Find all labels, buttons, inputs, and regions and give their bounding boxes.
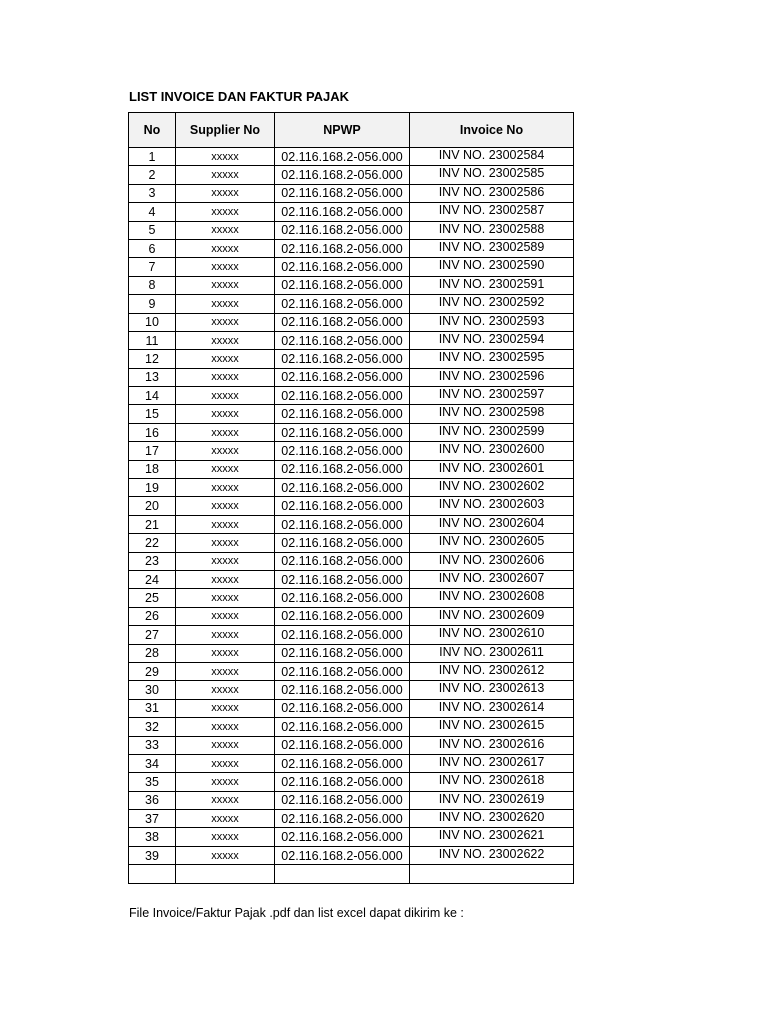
cell-npwp: 02.116.168.2-056.000	[275, 589, 410, 607]
table-row	[129, 479, 574, 497]
cell-no: 7	[129, 258, 176, 276]
cell-npwp: 02.116.168.2-056.000	[275, 350, 410, 368]
cell-invoice-no: INV NO. 23002621	[410, 828, 574, 846]
cell-invoice-no: INV NO. 23002588	[410, 221, 574, 239]
cell-no: 9	[129, 295, 176, 313]
cell-supplier-no: xxxxx	[176, 570, 275, 588]
cell-supplier-no: xxxxx	[176, 442, 275, 460]
cell-invoice-no: INV NO. 23002618	[410, 773, 574, 791]
cell-no: 8	[129, 276, 176, 294]
cell-no: 28	[129, 644, 176, 662]
table-row	[129, 736, 574, 754]
cell-npwp: 02.116.168.2-056.000	[275, 313, 410, 331]
cell-no: 33	[129, 736, 176, 754]
table-row	[129, 368, 574, 386]
cell-npwp: 02.116.168.2-056.000	[275, 736, 410, 754]
cell-npwp: 02.116.168.2-056.000	[275, 460, 410, 478]
empty-cell	[176, 865, 275, 883]
cell-no: 14	[129, 387, 176, 405]
cell-no: 30	[129, 681, 176, 699]
cell-supplier-no: xxxxx	[176, 791, 275, 809]
cell-supplier-no: xxxxx	[176, 699, 275, 717]
cell-invoice-no: INV NO. 23002589	[410, 239, 574, 257]
table-row	[129, 681, 574, 699]
cell-supplier-no: xxxxx	[176, 460, 275, 478]
cell-no: 35	[129, 773, 176, 791]
table-row	[129, 387, 574, 405]
table-row	[129, 718, 574, 736]
cell-supplier-no: xxxxx	[176, 754, 275, 772]
cell-npwp: 02.116.168.2-056.000	[275, 148, 410, 166]
table-row	[129, 497, 574, 515]
cell-no: 13	[129, 368, 176, 386]
cell-supplier-no: xxxxx	[176, 368, 275, 386]
cell-npwp: 02.116.168.2-056.000	[275, 258, 410, 276]
cell-npwp: 02.116.168.2-056.000	[275, 626, 410, 644]
cell-npwp: 02.116.168.2-056.000	[275, 479, 410, 497]
cell-invoice-no: INV NO. 23002606	[410, 552, 574, 570]
cell-invoice-no: INV NO. 23002603	[410, 497, 574, 515]
header-invoice-no: Invoice No	[410, 113, 574, 148]
cell-npwp: 02.116.168.2-056.000	[275, 423, 410, 441]
table-row	[129, 607, 574, 625]
table-header-row	[129, 113, 574, 148]
table-row	[129, 644, 574, 662]
cell-no: 19	[129, 479, 176, 497]
cell-no: 11	[129, 331, 176, 349]
cell-invoice-no: INV NO. 23002595	[410, 350, 574, 368]
cell-npwp: 02.116.168.2-056.000	[275, 534, 410, 552]
cell-npwp: 02.116.168.2-056.000	[275, 699, 410, 717]
table-row	[129, 221, 574, 239]
table-row	[129, 662, 574, 680]
table-row	[129, 810, 574, 828]
cell-no: 10	[129, 313, 176, 331]
cell-supplier-no: xxxxx	[176, 148, 275, 166]
cell-no: 3	[129, 184, 176, 202]
cell-no: 18	[129, 460, 176, 478]
table-row	[129, 350, 574, 368]
cell-invoice-no: INV NO. 23002613	[410, 681, 574, 699]
cell-supplier-no: xxxxx	[176, 552, 275, 570]
document-title: LIST INVOICE DAN FAKTUR PAJAK	[129, 89, 350, 104]
empty-cell	[275, 865, 410, 883]
cell-invoice-no: INV NO. 23002604	[410, 515, 574, 533]
table-row	[129, 589, 574, 607]
cell-invoice-no: INV NO. 23002593	[410, 313, 574, 331]
cell-invoice-no: INV NO. 23002591	[410, 276, 574, 294]
cell-supplier-no: xxxxx	[176, 662, 275, 680]
cell-no: 1	[129, 148, 176, 166]
cell-invoice-no: INV NO. 23002592	[410, 295, 574, 313]
cell-npwp: 02.116.168.2-056.000	[275, 221, 410, 239]
invoice-table	[128, 112, 574, 884]
cell-npwp: 02.116.168.2-056.000	[275, 570, 410, 588]
cell-supplier-no: xxxxx	[176, 644, 275, 662]
table-row	[129, 552, 574, 570]
empty-cell	[129, 865, 176, 883]
cell-invoice-no: INV NO. 23002584	[410, 148, 574, 166]
cell-no: 24	[129, 570, 176, 588]
cell-no: 4	[129, 203, 176, 221]
table-row	[129, 791, 574, 809]
table-row	[129, 846, 574, 864]
cell-invoice-no: INV NO. 23002607	[410, 570, 574, 588]
table-row	[129, 460, 574, 478]
cell-invoice-no: INV NO. 23002614	[410, 699, 574, 717]
cell-invoice-no: INV NO. 23002620	[410, 810, 574, 828]
header-no: No	[129, 113, 176, 148]
cell-supplier-no: xxxxx	[176, 681, 275, 699]
cell-npwp: 02.116.168.2-056.000	[275, 846, 410, 864]
cell-invoice-no: INV NO. 23002594	[410, 331, 574, 349]
empty-cell	[410, 865, 574, 883]
cell-no: 22	[129, 534, 176, 552]
cell-no: 36	[129, 791, 176, 809]
cell-no: 17	[129, 442, 176, 460]
cell-invoice-no: INV NO. 23002590	[410, 258, 574, 276]
cell-supplier-no: xxxxx	[176, 221, 275, 239]
cell-supplier-no: xxxxx	[176, 331, 275, 349]
cell-supplier-no: xxxxx	[176, 276, 275, 294]
cell-supplier-no: xxxxx	[176, 166, 275, 184]
cell-invoice-no: INV NO. 23002602	[410, 479, 574, 497]
table-row	[129, 442, 574, 460]
cell-no: 12	[129, 350, 176, 368]
cell-npwp: 02.116.168.2-056.000	[275, 828, 410, 846]
cell-no: 31	[129, 699, 176, 717]
cell-supplier-no: xxxxx	[176, 810, 275, 828]
table-row	[129, 203, 574, 221]
table-row	[129, 773, 574, 791]
cell-invoice-no: INV NO. 23002616	[410, 736, 574, 754]
cell-supplier-no: xxxxx	[176, 846, 275, 864]
cell-invoice-no: INV NO. 23002597	[410, 387, 574, 405]
table-row	[129, 828, 574, 846]
table-row	[129, 570, 574, 588]
cell-supplier-no: xxxxx	[176, 350, 275, 368]
cell-npwp: 02.116.168.2-056.000	[275, 276, 410, 294]
table-body	[129, 148, 574, 884]
cell-no: 39	[129, 846, 176, 864]
cell-npwp: 02.116.168.2-056.000	[275, 387, 410, 405]
table-row	[129, 699, 574, 717]
cell-npwp: 02.116.168.2-056.000	[275, 497, 410, 515]
cell-invoice-no: INV NO. 23002600	[410, 442, 574, 460]
cell-supplier-no: xxxxx	[176, 313, 275, 331]
cell-npwp: 02.116.168.2-056.000	[275, 295, 410, 313]
cell-npwp: 02.116.168.2-056.000	[275, 681, 410, 699]
cell-npwp: 02.116.168.2-056.000	[275, 166, 410, 184]
cell-invoice-no: INV NO. 23002586	[410, 184, 574, 202]
cell-supplier-no: xxxxx	[176, 736, 275, 754]
cell-no: 15	[129, 405, 176, 423]
table-row	[129, 148, 574, 166]
cell-supplier-no: xxxxx	[176, 626, 275, 644]
cell-invoice-no: INV NO. 23002585	[410, 166, 574, 184]
cell-no: 26	[129, 607, 176, 625]
cell-invoice-no: INV NO. 23002615	[410, 718, 574, 736]
cell-supplier-no: xxxxx	[176, 258, 275, 276]
cell-npwp: 02.116.168.2-056.000	[275, 773, 410, 791]
cell-invoice-no: INV NO. 23002609	[410, 607, 574, 625]
cell-no: 20	[129, 497, 176, 515]
table-row	[129, 423, 574, 441]
cell-invoice-no: INV NO. 23002612	[410, 662, 574, 680]
cell-invoice-no: INV NO. 23002622	[410, 846, 574, 864]
table-row-empty	[129, 865, 574, 883]
cell-npwp: 02.116.168.2-056.000	[275, 239, 410, 257]
cell-supplier-no: xxxxx	[176, 295, 275, 313]
cell-supplier-no: xxxxx	[176, 423, 275, 441]
table-row	[129, 754, 574, 772]
cell-supplier-no: xxxxx	[176, 497, 275, 515]
table-row	[129, 276, 574, 294]
cell-npwp: 02.116.168.2-056.000	[275, 405, 410, 423]
cell-npwp: 02.116.168.2-056.000	[275, 552, 410, 570]
cell-supplier-no: xxxxx	[176, 184, 275, 202]
cell-invoice-no: INV NO. 23002598	[410, 405, 574, 423]
cell-supplier-no: xxxxx	[176, 718, 275, 736]
table-row	[129, 331, 574, 349]
table-row	[129, 184, 574, 202]
cell-supplier-no: xxxxx	[176, 589, 275, 607]
cell-no: 34	[129, 754, 176, 772]
cell-supplier-no: xxxxx	[176, 607, 275, 625]
cell-supplier-no: xxxxx	[176, 203, 275, 221]
cell-no: 37	[129, 810, 176, 828]
table-row	[129, 295, 574, 313]
cell-npwp: 02.116.168.2-056.000	[275, 368, 410, 386]
table-row	[129, 515, 574, 533]
cell-supplier-no: xxxxx	[176, 239, 275, 257]
cell-npwp: 02.116.168.2-056.000	[275, 644, 410, 662]
cell-npwp: 02.116.168.2-056.000	[275, 718, 410, 736]
cell-npwp: 02.116.168.2-056.000	[275, 442, 410, 460]
cell-invoice-no: INV NO. 23002599	[410, 423, 574, 441]
cell-supplier-no: xxxxx	[176, 387, 275, 405]
table-row	[129, 534, 574, 552]
cell-invoice-no: INV NO. 23002611	[410, 644, 574, 662]
cell-npwp: 02.116.168.2-056.000	[275, 754, 410, 772]
cell-supplier-no: xxxxx	[176, 405, 275, 423]
cell-npwp: 02.116.168.2-056.000	[275, 791, 410, 809]
cell-supplier-no: xxxxx	[176, 534, 275, 552]
cell-invoice-no: INV NO. 23002601	[410, 460, 574, 478]
cell-supplier-no: xxxxx	[176, 515, 275, 533]
table-row	[129, 626, 574, 644]
cell-no: 25	[129, 589, 176, 607]
cell-npwp: 02.116.168.2-056.000	[275, 515, 410, 533]
cell-no: 23	[129, 552, 176, 570]
cell-supplier-no: xxxxx	[176, 479, 275, 497]
cell-npwp: 02.116.168.2-056.000	[275, 203, 410, 221]
header-supplier-no: Supplier No	[176, 113, 275, 148]
cell-no: 2	[129, 166, 176, 184]
table-row	[129, 166, 574, 184]
cell-no: 6	[129, 239, 176, 257]
cell-supplier-no: xxxxx	[176, 773, 275, 791]
cell-invoice-no: INV NO. 23002617	[410, 754, 574, 772]
cell-no: 32	[129, 718, 176, 736]
cell-no: 16	[129, 423, 176, 441]
table-row	[129, 239, 574, 257]
cell-invoice-no: INV NO. 23002619	[410, 791, 574, 809]
footer-note: File Invoice/Faktur Pajak .pdf dan list excel dapat dikirim ke :	[129, 906, 464, 920]
cell-npwp: 02.116.168.2-056.000	[275, 184, 410, 202]
cell-npwp: 02.116.168.2-056.000	[275, 331, 410, 349]
cell-no: 21	[129, 515, 176, 533]
cell-npwp: 02.116.168.2-056.000	[275, 662, 410, 680]
cell-invoice-no: INV NO. 23002605	[410, 534, 574, 552]
table-row	[129, 405, 574, 423]
cell-no: 38	[129, 828, 176, 846]
header-npwp: NPWP	[275, 113, 410, 148]
cell-supplier-no: xxxxx	[176, 828, 275, 846]
cell-npwp: 02.116.168.2-056.000	[275, 810, 410, 828]
cell-invoice-no: INV NO. 23002587	[410, 203, 574, 221]
cell-invoice-no: INV NO. 23002610	[410, 626, 574, 644]
table-row	[129, 313, 574, 331]
cell-invoice-no: INV NO. 23002596	[410, 368, 574, 386]
cell-invoice-no: INV NO. 23002608	[410, 589, 574, 607]
cell-npwp: 02.116.168.2-056.000	[275, 607, 410, 625]
table-row	[129, 258, 574, 276]
cell-no: 29	[129, 662, 176, 680]
cell-no: 27	[129, 626, 176, 644]
cell-no: 5	[129, 221, 176, 239]
